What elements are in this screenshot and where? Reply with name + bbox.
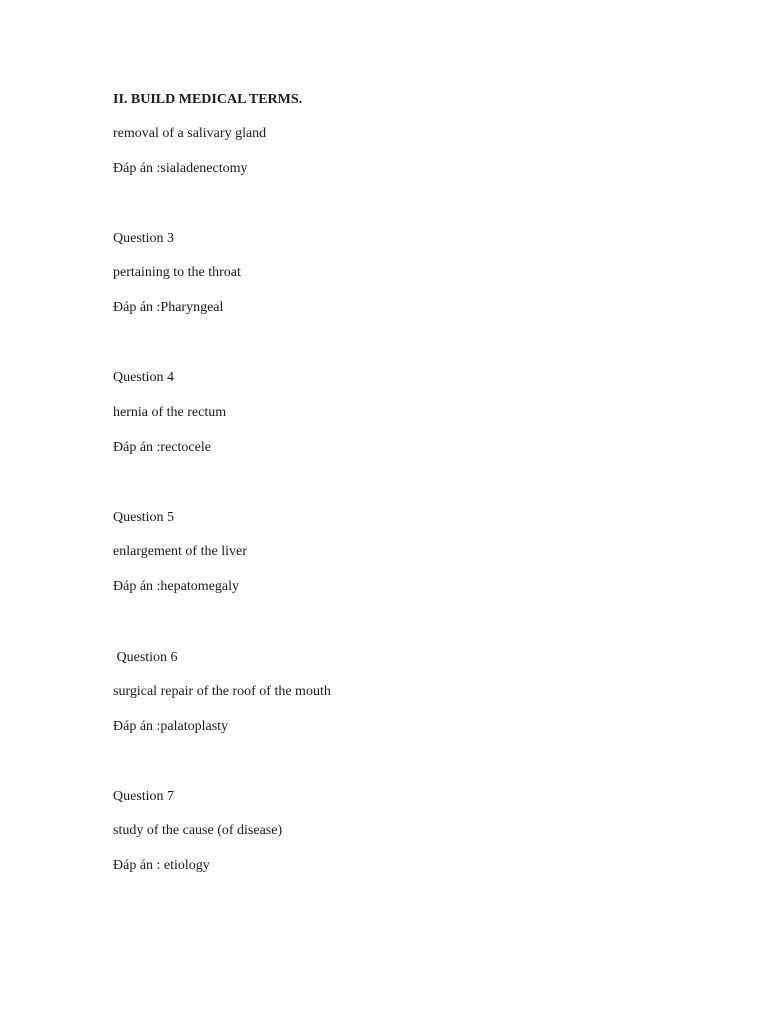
question-answer: Đáp án : etiology [113, 858, 210, 873]
question-prompt: removal of a salivary gland [113, 126, 267, 141]
question-answer: Đáp án :Pharyngeal [113, 300, 224, 315]
question-prompt: pertaining to the throat [113, 265, 241, 280]
question-label: Question 4 [113, 370, 175, 385]
question-answer: Đáp án :rectocele [113, 440, 211, 455]
question-prompt: study of the cause (of disease) [113, 823, 283, 838]
question-label: Question 7 [113, 789, 175, 804]
section-heading: II. BUILD MEDICAL TERMS. [113, 92, 303, 107]
question-prompt: enlargement of the liver [113, 544, 247, 559]
question-prompt: surgical repair of the roof of the mouth [113, 684, 331, 699]
question-label: Question 5 [113, 510, 175, 525]
question-answer: Đáp án :sialadenectomy [113, 161, 248, 176]
question-prompt: hernia of the rectum [113, 405, 227, 420]
question-answer: Đáp án :palatoplasty [113, 719, 229, 734]
question-answer: Đáp án :hepatomegaly [113, 579, 239, 594]
question-label: Question 3 [113, 231, 175, 246]
question-label: Question 6 [113, 650, 178, 665]
